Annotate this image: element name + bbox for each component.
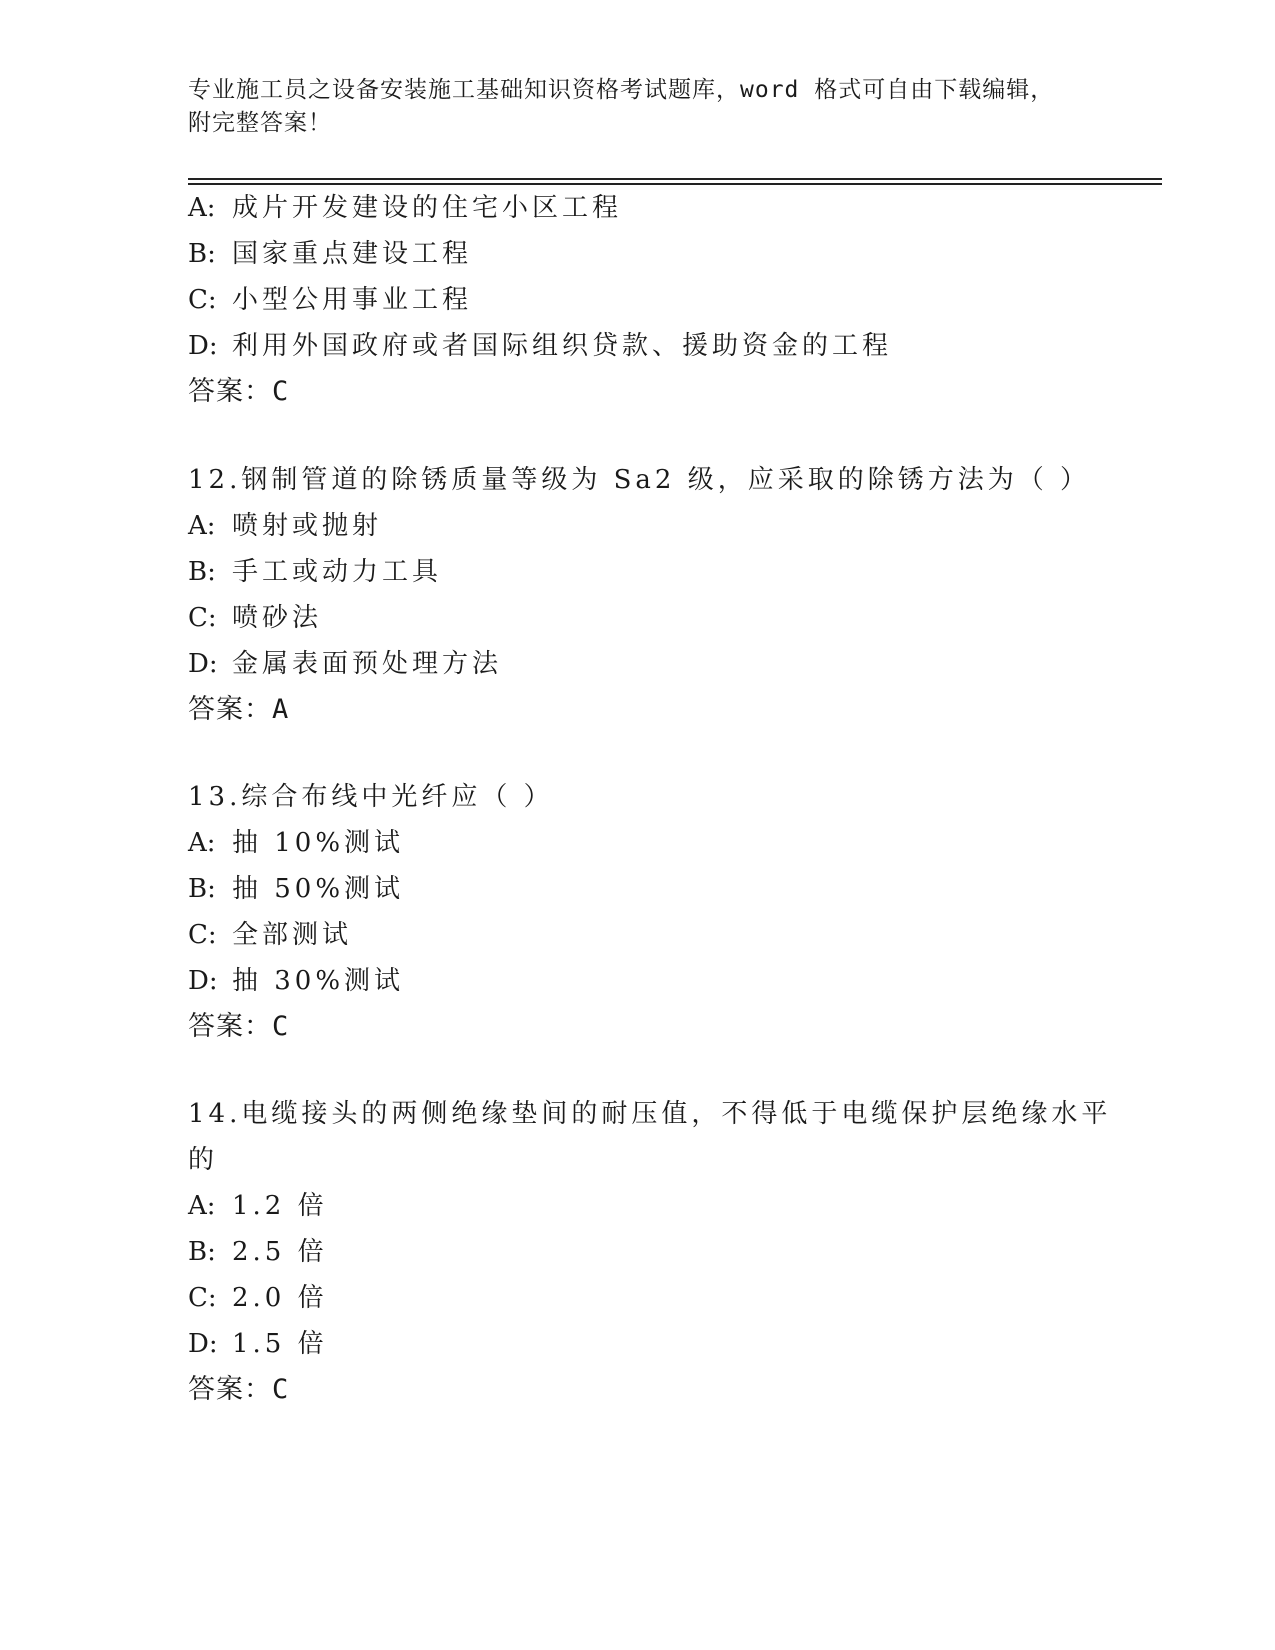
answer-line: 答案：C xyxy=(188,376,290,407)
option-text: 抽 10%测试 xyxy=(232,828,405,858)
option-letter: A: xyxy=(188,511,216,541)
option-d xyxy=(188,323,1088,369)
option-text: 喷射或抛射 xyxy=(232,511,383,541)
header-divider-top xyxy=(188,178,1162,180)
option-a xyxy=(188,503,1088,549)
question-stem-continued: 的 xyxy=(188,1145,219,1175)
option-letter: B: xyxy=(188,239,216,269)
option-letter: A: xyxy=(188,828,216,858)
option-text: 利用外国政府或者国际组织贷款、援助资金的工程 xyxy=(232,331,893,361)
option-a xyxy=(188,185,1088,231)
option-letter: D: xyxy=(188,331,218,361)
answer-line: 答案：A xyxy=(188,694,290,725)
option-letter: C: xyxy=(188,920,217,950)
answer-line: 答案：C xyxy=(188,1011,290,1042)
option-letter: B: xyxy=(188,557,216,587)
option-text: 金属表面预处理方法 xyxy=(232,649,503,679)
option-letter: D: xyxy=(188,649,218,679)
option-c xyxy=(188,912,1088,958)
option-c xyxy=(188,595,1088,641)
option-letter: C: xyxy=(188,285,217,315)
option-text: 抽 50%测试 xyxy=(232,874,405,904)
option-a xyxy=(188,1183,1088,1229)
question-12 xyxy=(188,457,1088,733)
option-b xyxy=(188,866,1088,912)
document-header: 专业施工员之设备安装施工基础知识资格考试题库，word 格式可自由下载编辑，附完整答案！ xyxy=(188,77,1055,136)
option-letter: A: xyxy=(188,193,216,223)
option-letter: B: xyxy=(188,1237,216,1267)
option-b xyxy=(188,1229,1088,1275)
option-text: 国家重点建设工程 xyxy=(232,239,473,269)
question-11 xyxy=(188,185,1088,415)
option-text: 全部测试 xyxy=(232,920,353,950)
option-text: 2.5 倍 xyxy=(232,1237,328,1267)
option-text: 抽 30%测试 xyxy=(232,966,405,996)
option-letter: C: xyxy=(188,1283,217,1313)
question-stem: 14.电缆接头的两侧绝缘垫间的耐压值，不得低于电缆保护层绝缘水平 xyxy=(188,1099,1112,1129)
question-stem: 13.综合布线中光纤应（ ） xyxy=(188,782,554,812)
option-text: 1.2 倍 xyxy=(232,1191,328,1221)
option-c xyxy=(188,1275,1088,1321)
option-b xyxy=(188,549,1088,595)
option-letter: C: xyxy=(188,603,217,633)
answer-line: 答案：C xyxy=(188,1374,290,1405)
option-letter: D: xyxy=(188,966,218,996)
option-text: 小型公用事业工程 xyxy=(232,285,473,315)
option-text: 手工或动力工具 xyxy=(232,557,443,587)
option-d xyxy=(188,1321,1088,1367)
option-text: 2.0 倍 xyxy=(232,1283,328,1313)
option-text: 成片开发建设的住宅小区工程 xyxy=(232,193,623,223)
option-d xyxy=(188,958,1088,1004)
option-text: 喷砂法 xyxy=(232,603,323,633)
question-13 xyxy=(188,774,1088,1050)
option-letter: A: xyxy=(188,1191,216,1221)
question-14 xyxy=(188,1091,1112,1413)
question-stem: 12.钢制管道的除锈质量等级为 Sa2 级，应采取的除锈方法为（ ） xyxy=(188,465,1090,495)
option-text: 1.5 倍 xyxy=(232,1329,328,1359)
option-letter: D: xyxy=(188,1329,218,1359)
option-b xyxy=(188,231,1088,277)
option-a xyxy=(188,820,1088,866)
option-d xyxy=(188,641,1088,687)
option-letter: B: xyxy=(188,874,216,904)
option-c xyxy=(188,277,1088,323)
